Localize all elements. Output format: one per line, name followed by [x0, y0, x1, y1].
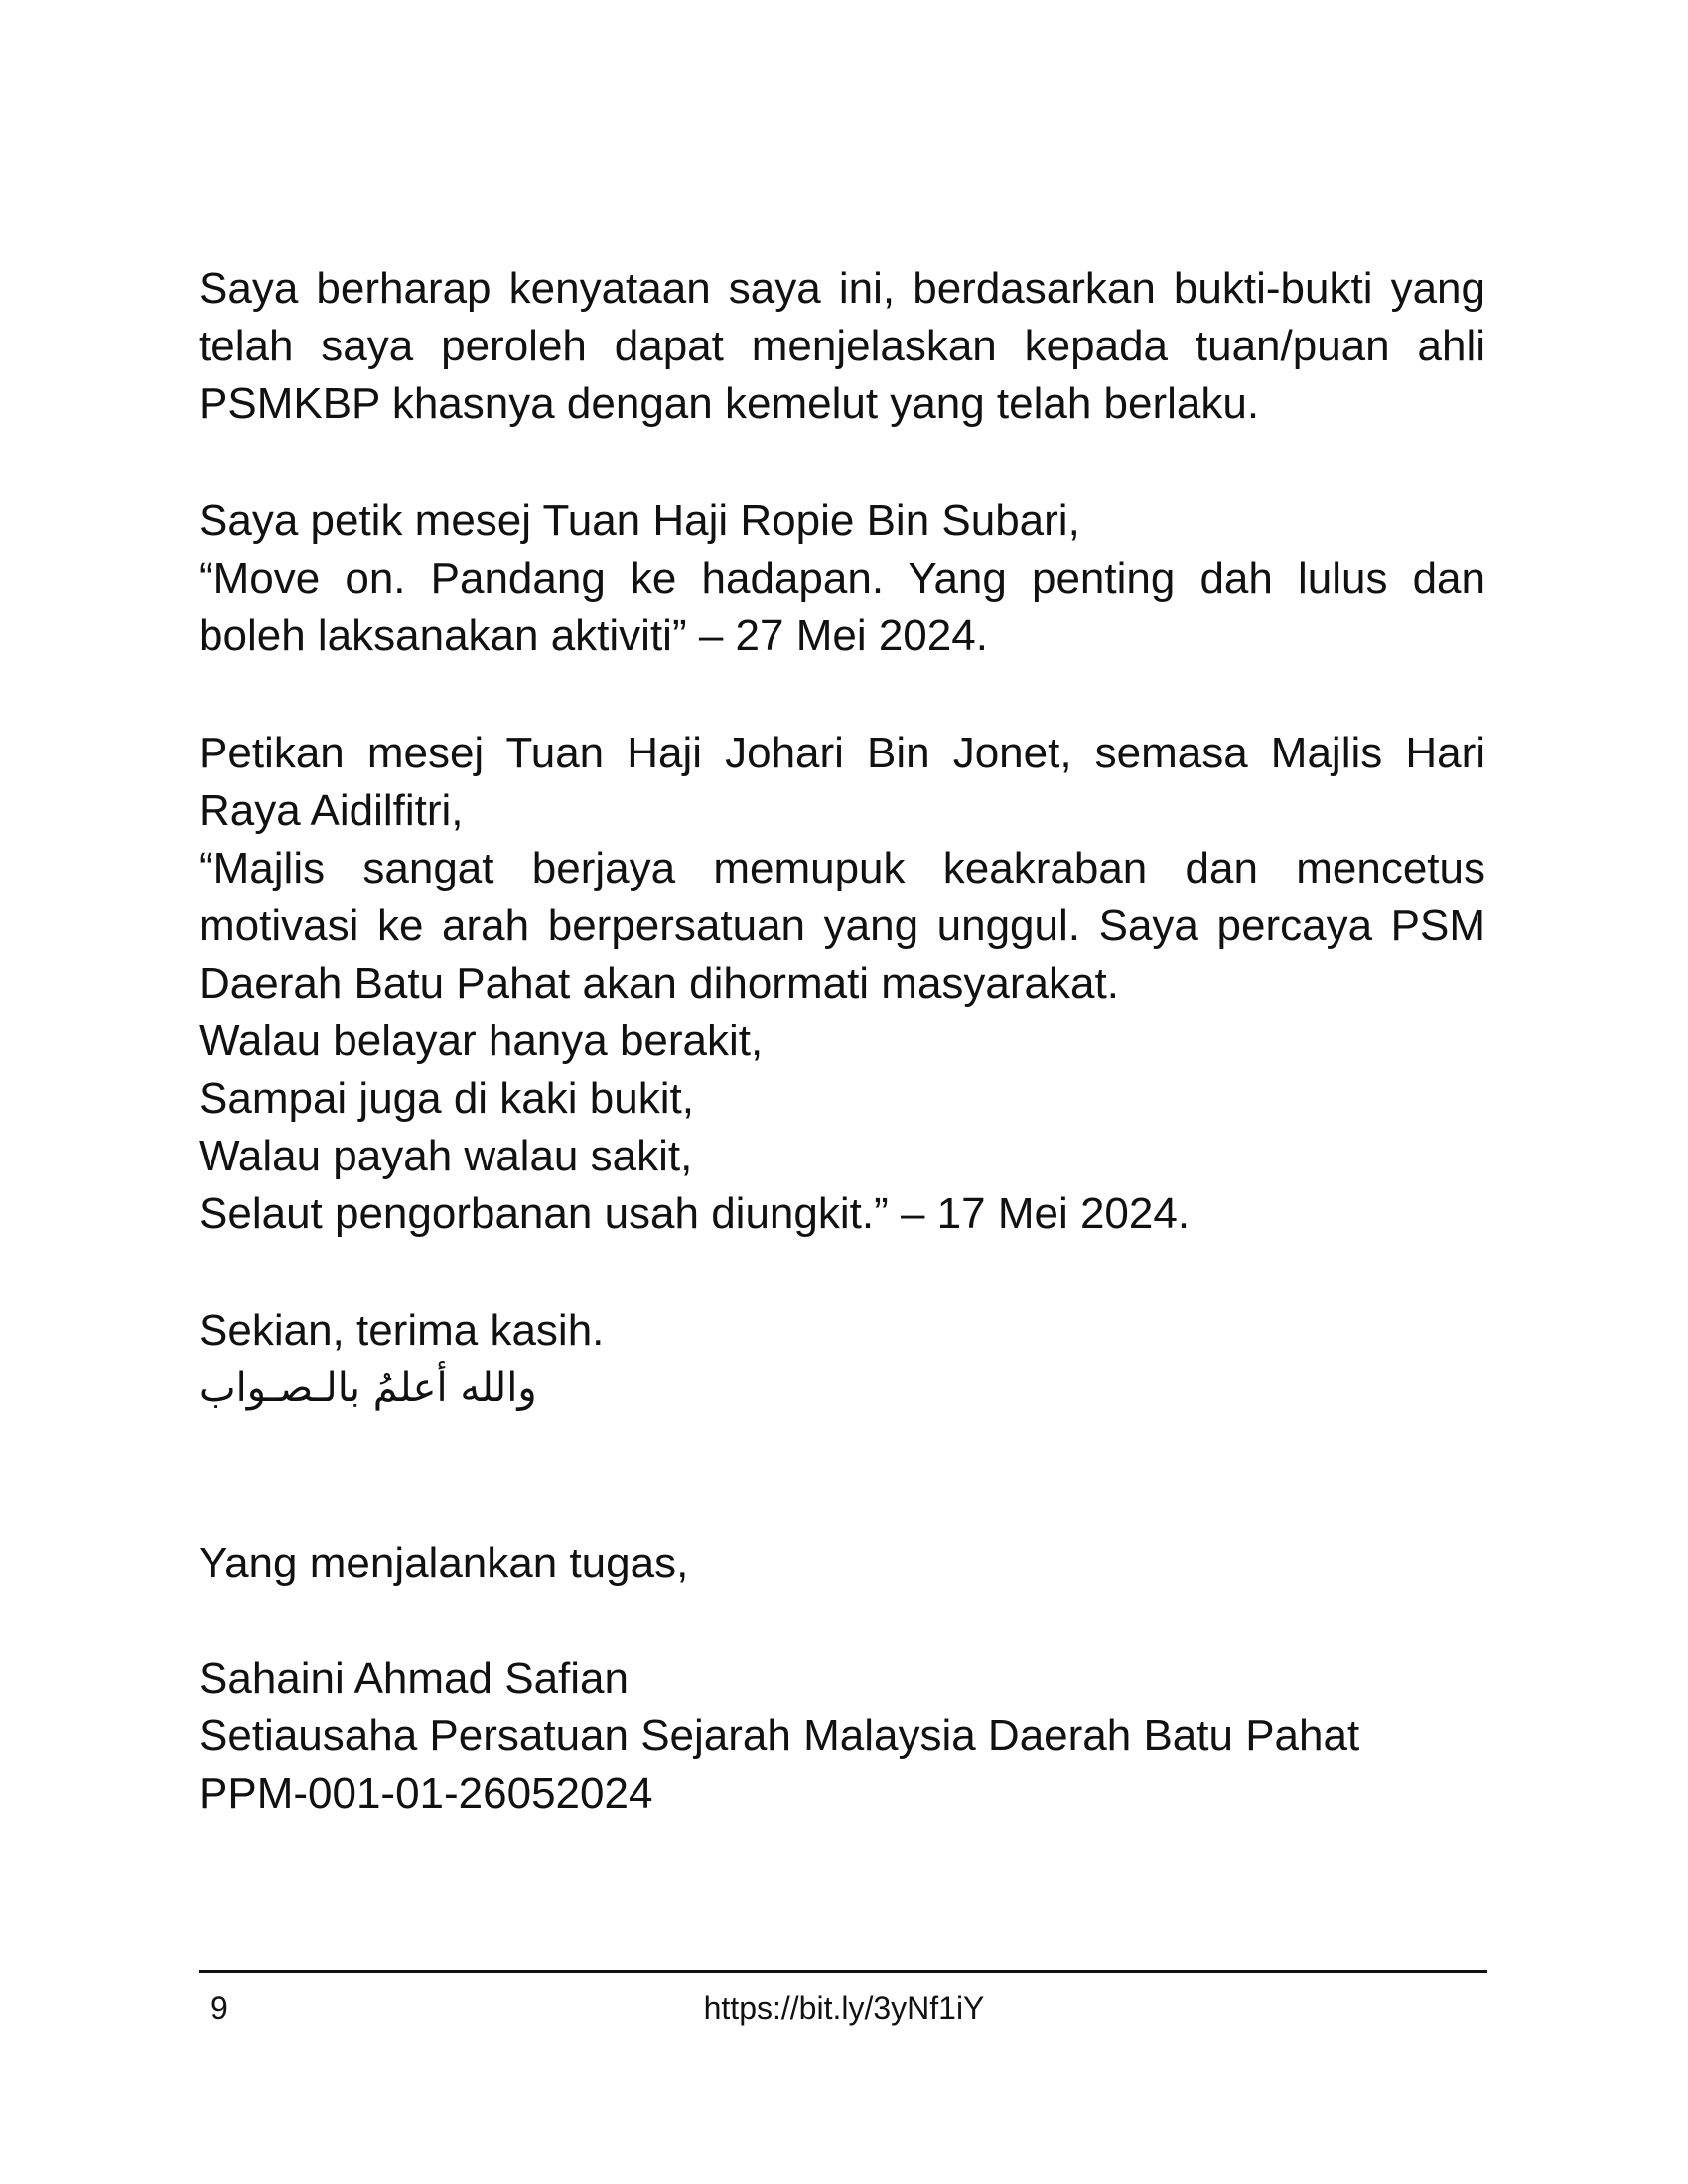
signature-block [199, 1650, 1485, 1823]
pantun-line: Walau payah walau sakit, [199, 1132, 693, 1180]
pantun-line: Walau belayar hanya berakit, [199, 1017, 764, 1065]
quote-intro: Petikan mesej Tuan Haji Johari Bin Jonet, semasa Majlis Hari Raya Aidilfitri, [199, 729, 1485, 835]
signature-name: Sahaini Ahmad Safian [199, 1654, 629, 1703]
closing-text: Sekian, terima kasih. [199, 1306, 605, 1355]
signoff-text: Yang menjalankan tugas, [199, 1539, 689, 1587]
quote-intro: Saya petik mesej Tuan Haji Ropie Bin Subari, [199, 496, 1080, 545]
quote-block-johari [199, 725, 1485, 1243]
quote-text: “Majlis sangat berjaya memupuk keakraban dan mencetus motivasi ke arah berpersatuan yang unggul. Saya percaya PSM Daerah Batu Pahat akan dihormati masyarakat. [199, 844, 1485, 1008]
footer-divider [199, 1970, 1487, 1973]
page-number: 9 [211, 1990, 228, 2026]
quote-text: “Move on. Pandang ke hadapan. Yang penting dah lulus dan boleh laksanakan aktiviti” – 27 Mei 2024. [199, 554, 1485, 660]
arabic-closing: والله أعلمُ بالـصـواب [199, 1365, 537, 1411]
footer-link[interactable]: https://bit.ly/3yNf1iY [703, 1990, 985, 2026]
quote-block-ropie [199, 492, 1485, 665]
pantun-line: Sampai juga di kaki bukit, [199, 1074, 694, 1123]
pantun-line: Selaut pengorbanan usah diungkit.” – 17 Mei 2024. [199, 1189, 1191, 1238]
signature-title: Setiausaha Persatuan Sejarah Malaysia Daerah Batu Pahat [199, 1711, 1360, 1760]
signature-reference: PPM-001-01-26052024 [199, 1769, 653, 1818]
paragraph-statement: Saya berharap kenyataan saya ini, berdasarkan bukti-bukti yang telah saya peroleh dapat menjelaskan kepada tuan/puan ahli PSMKBP khasnya dengan kemelut yang telah berlaku. [199, 264, 1485, 428]
